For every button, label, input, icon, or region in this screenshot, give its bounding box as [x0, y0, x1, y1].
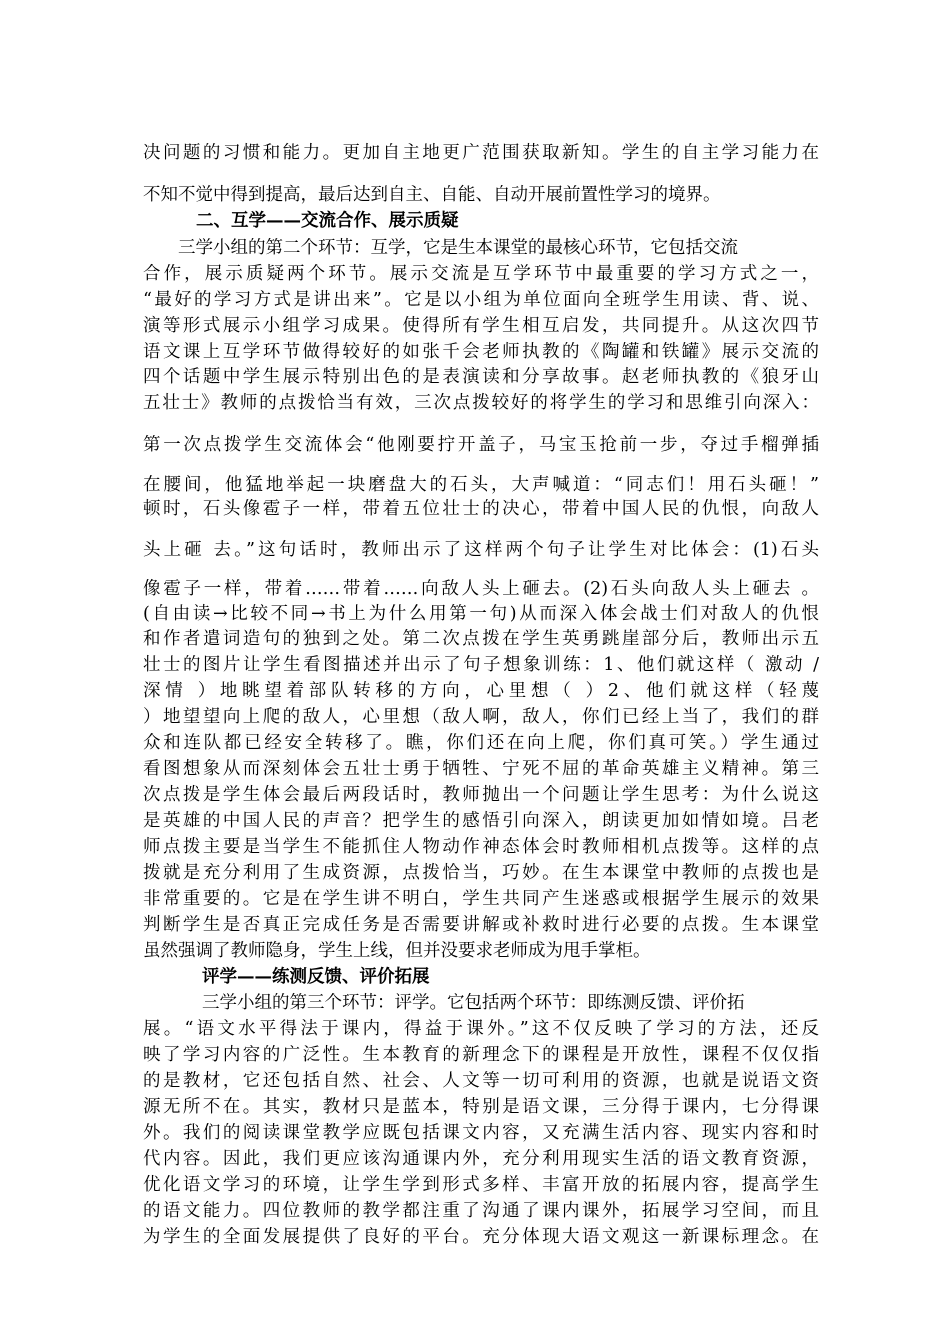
text-line: 三学小组的第二个环节：互学，它是生本课堂的最核心环节，它包括交流 [178, 238, 738, 258]
text-line: 虽然强调了教师隐身，学生上线，但并没要求老师成为甩手掌柜。 [143, 941, 651, 961]
text-line: 像雹子一样，带着……带着……向敌人头上砸去。(2)石头向敌人头上砸去 。 [143, 579, 819, 599]
text-line: 决问题的习惯和能力。更加自主地更广范围获取新知。学生的自主学习能力在 [143, 143, 819, 163]
text-line: 师点拨主要是当学生不能抓住人物动作神态体会时教师相机点拨等。这样的点 [143, 837, 819, 857]
text-line: 的语文能力。四位教师的教学都注重了沟通了课内课外，拓展学习空间，而且 [143, 1201, 819, 1221]
text-line: 深情 ）地眺望着部队转移的方向，心里想（ ）2、他们就这样（轻蔑 [143, 681, 819, 701]
text-line: 为学生的全面发展提供了良好的平台。充分体现大语文观这一新课标理念。在 [143, 1227, 819, 1247]
text-line: 壮士的图片让学生看图描述并出示了句子想象训练：1、他们就这样（ 激动 / [143, 655, 819, 675]
text-line: 三学小组的第三个环节：评学。它包括两个环节：即练测反馈、评价拓 [202, 993, 745, 1013]
text-line: ）地望望向上爬的敌人，心里想（敌人啊，敌人，你们已经上当了，我们的群 [143, 707, 819, 727]
text-line: 顿时，石头像雹子一样，带着五位壮士的决心，带着中国人民的仇恨，向敌人 [143, 499, 819, 519]
text-line: 在腰间，他猛地举起一块磨盘大的石头，大声喊道：“同志们！用石头砸！” [143, 475, 819, 495]
text-line: 判断学生是否真正完成任务是否需要讲解或补救时进行必要的点拨。生本课堂 [143, 915, 819, 935]
text-line: 看图想象从而深刻体会五壮士勇于牺牲、宁死不屈的革命英雄主义精神。第三 [143, 759, 819, 779]
text-line: “最好的学习方式是讲出来”。它是以小组为单位面向全班学生用读、背、说、 [143, 290, 819, 310]
text-line: 和作者遣词造句的独到之处。第二次点拨在学生英勇跳崖部分后，教师出示五 [143, 629, 819, 649]
text-line: 第一次点拨学生交流体会“他刚要拧开盖子，马宝玉抢前一步，夺过手榴弹插 [143, 435, 819, 455]
text-line: 是英雄的中国人民的声音？把学生的感悟引向深入，朗读更加如情如境。吕老 [143, 811, 819, 831]
text-line: 合作，展示质疑两个环节。展示交流是互学环节中最重要的学习方式之一， [143, 264, 819, 284]
text-line: 次点拨是学生体会最后两段话时，教师抛出一个问题让学生思考：为什么说这 [143, 785, 819, 805]
text-line: (自由读→比较不同→书上为什么用第一句)从而深入体会战士们对敌人的仇恨 [143, 604, 819, 624]
text-line: 代内容。因此，我们更应该沟通课内外，充分利用现实生活的语文教育资源， [143, 1149, 819, 1169]
text-line: 映了学习内容的广泛性。生本教育的新理念下的课程是开放性，课程不仅仅指 [143, 1045, 819, 1065]
text-line: 语文课上互学环节做得较好的如张千会老师执教的《陶罐和铁罐》展示交流的 [143, 342, 819, 362]
text-line: 展。“语文水平得法于课内，得益于课外。”这不仅反映了学习的方法，还反 [143, 1019, 819, 1039]
text-line: 头上砸 去。”这句话时，教师出示了这样两个句子让学生对比体会：(1)石头 [143, 540, 819, 560]
section-heading: 二、互学——交流合作、展示质疑 [196, 211, 459, 231]
text-line: 外。我们的阅读课堂教学应既包括课文内容，又充满生活内容、现实内容和时 [143, 1123, 819, 1143]
text-line: 拨就是充分利用了生成资源，点拨恰当，巧妙。在生本课堂中教师的点拨也是 [143, 863, 819, 883]
text-line: 非常重要的。它是在学生讲不明白，学生共同产生迷惑或根据学生展示的效果 [143, 889, 819, 909]
text-line: 优化语文学习的环境，让学生学到形式多样、丰富开放的拓展内容，提高学生 [143, 1175, 819, 1195]
text-line: 源无所不在。其实，教材只是蓝本，特别是语文课，三分得于课内，七分得课 [143, 1097, 819, 1117]
text-line: 众和连队都已经安全转移了。瞧，你们还在向上爬，你们真可笑。）学生通过 [143, 733, 819, 753]
text-line: 的是教材，它还包括自然、社会、人文等一切可利用的资源，也就是说语文资 [143, 1071, 819, 1091]
text-line: 五壮士》教师的点拨恰当有效，三次点拨较好的将学生的学习和思维引向深入： [143, 393, 819, 413]
text-line: 演等形式展示小组学习成果。使得所有学生相互启发，共同提升。从这次四节 [143, 316, 819, 336]
text-line: 四个话题中学生展示特别出色的是表演读和分享故事。赵老师执教的《狼牙山 [143, 367, 819, 387]
section-heading: 评学——练测反馈、评价拓展 [202, 967, 430, 987]
text-line: 不知不觉中得到提高，最后达到自主、自能、自动开展前置性学习的境界。 [143, 185, 721, 205]
